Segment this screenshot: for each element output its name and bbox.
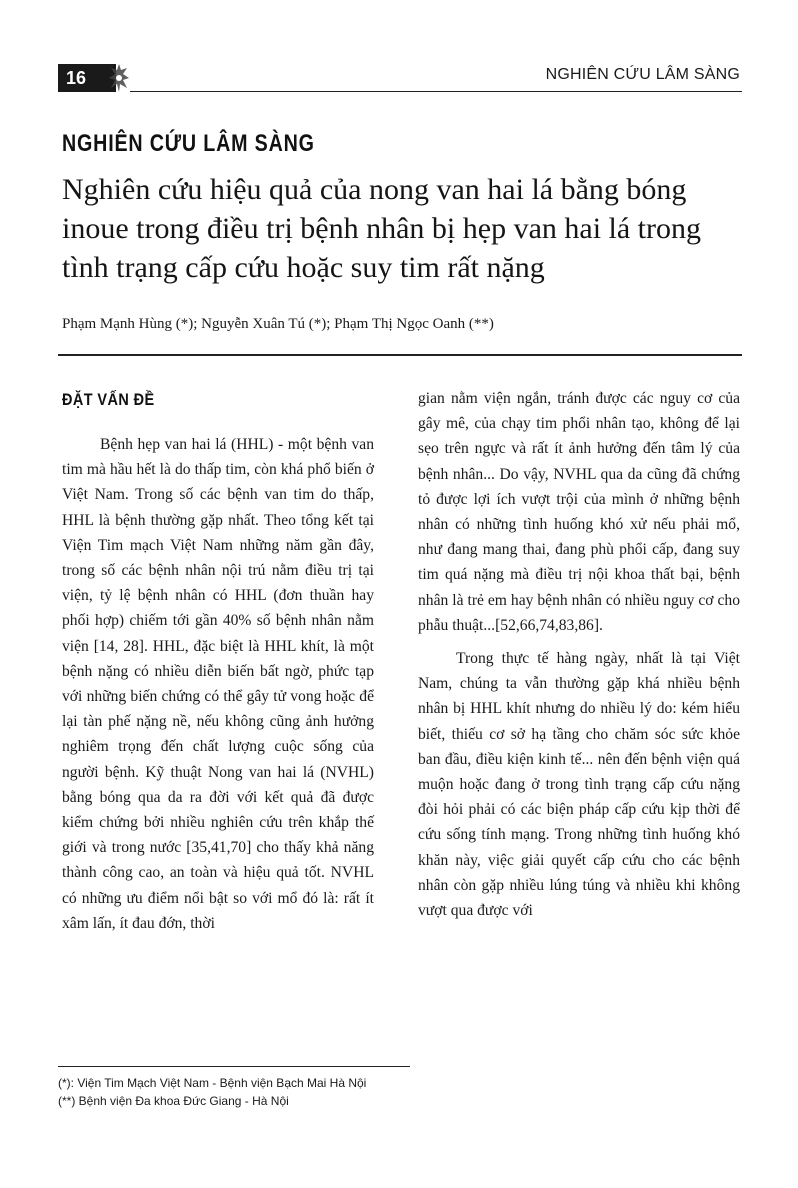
- right-column: [418, 386, 740, 923]
- body-paragraph: Trong thực tế hàng ngày, nhất là tại Việt Nam, chúng ta vẫn thường gặp khá nhiều bệnh nhân bị HHL khít nhưng do nhiều lý do: kém hiểu biết, thiếu cơ sở hạ tầng cho chăm sóc sức khỏe ban đầu, điều kiện kinh tế... nên đến bệnh viện quá muộn hoặc đang ở trong tình trạng cấp cứu nặng đòi hỏi phải có các biện pháp cấp cứu kịp thời để cứu sống tính mạng. Trong những tình huống khó khăn này, việc giải quyết cấp cứu cho các bệnh nhân còn gặp nhiều lúng túng và nhiều khi không vượt qua được với: [418, 650, 740, 920]
- left-column: [62, 390, 374, 936]
- header-rule: [130, 91, 742, 92]
- body-paragraph: Bệnh hẹp van hai lá (HHL) - một bệnh van tim mà hầu hết là do thấp tim, còn khá phổ biến ở Việt Nam. Trong số các bệnh van tim do thấp, HHL là bệnh thường gặp nhất. Theo tổng kết tại Viện Tim mạch Việt Nam những năm gần đây, trong số các bệnh nhân nội trú nằm điều trị tại viện, tỷ lệ bệnh nhân có HHL (đơn thuần hay phối hợp) chiếm tới gần 40% số bệnh nhân nằm viện [14, 28]. HHL, đặc biệt là HHL khít, là một bệnh nặng có nhiều diễn biến bất ngờ, phức tạp với những biến chứng có thể gây tử vong hoặc để lại tàn phế nặng nề, nếu không cũng ảnh hưởng nghiêm trọng đến chất lượng cuộc sống của người bệnh. Kỹ thuật Nong van hai lá (NVHL) bằng bóng qua da ra đời với kết quả đã được kiểm chứng bởi nhiều nghiên cứu trên khắp thế giới và trong nước [35,41,70] cho thấy khả năng thành công cao, an toàn và hiệu quả tốt. NVHL có những ưu điểm nổi bật so với mổ đó là: rất ít xâm lấn, ít đau đớn, thời: [62, 436, 374, 932]
- section-kicker: NGHIÊN CỨU LÂM SÀNG: [62, 130, 315, 157]
- footnote: (*): Viện Tim Mạch Việt Nam - Bệnh viện Bạch Mai Hà Nội: [58, 1076, 367, 1090]
- running-head: NGHIÊN CỨU LÂM SÀNG: [545, 66, 740, 83]
- section-heading: ĐẶT VẤN ĐỀ: [62, 390, 155, 409]
- authors: Phạm Mạnh Hùng (*); Nguyễn Xuân Tú (*); Phạm Thị Ngọc Oanh (**): [62, 316, 494, 332]
- footnotes: [58, 1074, 458, 1110]
- footnote: (**) Bệnh viện Đa khoa Đức Giang - Hà Nội: [58, 1094, 289, 1108]
- article-title: Nghiên cứu hiệu quả của nong van hai lá bằng bóng inoue trong điều trị bệnh nhân bị hẹp van hai lá trong tình trạng cấp cứu hoặc suy tim rất nặng: [62, 173, 702, 284]
- page-number: 16: [66, 68, 87, 88]
- title-rule: [58, 354, 742, 356]
- body-paragraph: gian nằm viện ngắn, tránh được các nguy cơ của gây mê, của chạy tim phổi nhân tạo, không để lại sẹo trên ngực và rất ít ảnh hưởng đến tâm lý của bệnh nhân... Do vậy, NVHL qua da cũng đã chứng tỏ được lợi ích vượt trội của mình ở những bệnh nhân có những tình huống khó xử nếu phải mổ, như đang mang thai, đang phù phổi cấp, đang suy tim quá nặng mà điều trị nội khoa thất bại, bệnh nhân là trẻ em hay bệnh nhân có nhiều nguy cơ cho phẫu thuật...[52,66,74,83,86].: [418, 390, 740, 634]
- footnote-rule: [58, 1066, 410, 1067]
- decorative-flourish-icon: [108, 62, 130, 94]
